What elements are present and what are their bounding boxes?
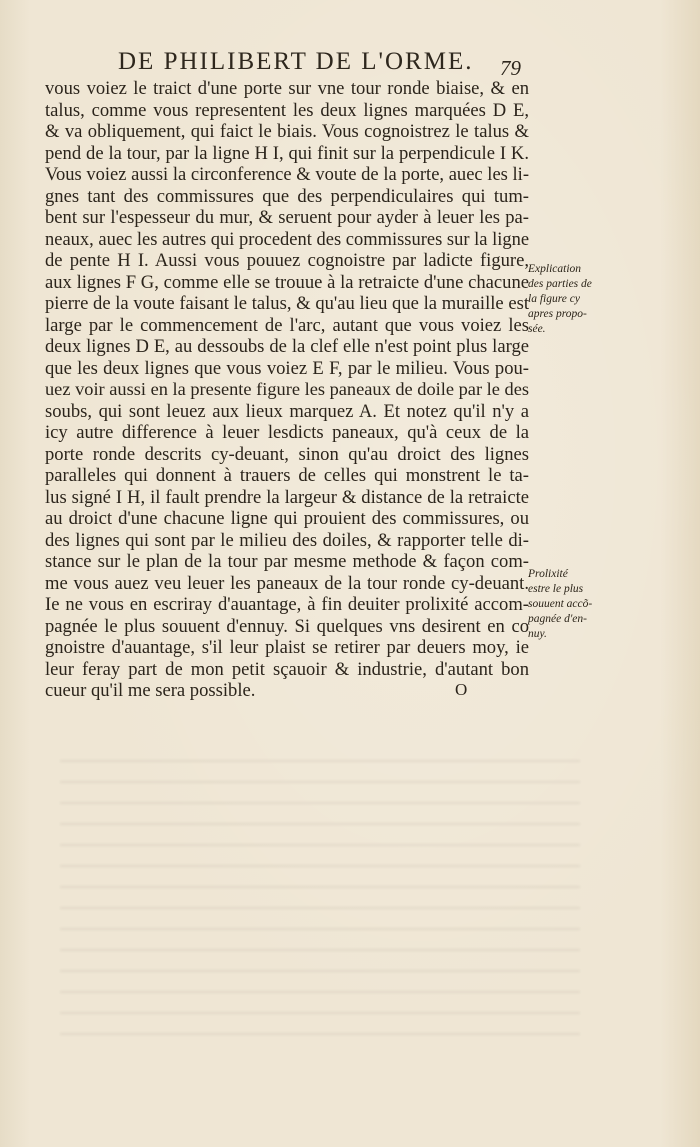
text-line: Ie ne vous en escriray d'auantage, à fin deuiter prolixité accom- (45, 594, 529, 615)
marginal-note-line: nuy. (528, 628, 547, 640)
marginal-note-prolixite (528, 567, 592, 642)
marginal-note-line: des parties de (528, 278, 592, 290)
signature-mark: O (455, 680, 468, 699)
text-line: porte ronde descrits cy-deuant, sinon qu'au droict des lignes (45, 443, 529, 465)
text-line: & va obliquement, qui faict le biais. Vous cognoistrez le talus & (45, 121, 529, 142)
marginal-note-line: pagnée d'en- (528, 613, 587, 625)
text-line: que les deux lignes que vous voiez E F, par le milieu. Vous pou- (45, 357, 529, 379)
marginal-note-line: estre le plus (528, 583, 584, 595)
text-line: soubs, qui sont leuez aux lieux marquez A. Et notez qu'il n'y a (45, 400, 529, 422)
text-line: lus signé I H, il fault prendre la largeur & distance de la retraicte (45, 486, 529, 508)
marginal-note-line: sée. (528, 323, 546, 335)
text-line: Vous voiez aussi la circonference & voute de la porte, auec les li- (45, 164, 529, 185)
text-line: pagnée le plus souuent d'ennuy. Si quelques vns desirent en co (45, 615, 529, 637)
marginal-note-line: Explication (528, 263, 582, 275)
text-line: leur feray part de mon petit sçauoir & industrie, d'autant bon (45, 658, 529, 680)
marginal-note-line: Prolixité (528, 568, 568, 580)
text-line: stance sur le plan de la tour par mesme methode & façon com- (45, 551, 529, 572)
text-line: pierre de la voute faisant le talus, & qu'au lieu que la muraille est (45, 293, 529, 314)
text-line: talus, comme vous representent les deux lignes marquées D E, (45, 99, 529, 121)
text-line: pend de la tour, par la ligne H I, qui finit sur la perpendicule I K. (45, 142, 529, 164)
text-line: de pente H I. Aussi vous pouuez cognoistre par ladicte figure, (45, 250, 529, 271)
text-line: icy autre difference à leuer lesdicts paneaux, qu'à ceux de la (45, 422, 529, 443)
text-line: large par le commencement de l'arc, autant que vous voiez les (45, 314, 529, 336)
page-number: 79 (500, 56, 521, 80)
text-line: deux lignes D E, au dessoubs de la clef elle n'est point plus large (45, 336, 529, 357)
text-line: aux lignes F G, comme elle se trouue à la retraicte d'une chacune (45, 271, 529, 293)
text-line: me vous auez veu leuer les paneaux de la tour ronde cy-deuant. (45, 572, 529, 594)
running-head: DE PHILIBERT DE L'ORME. (118, 48, 474, 75)
main-text-block (45, 78, 529, 702)
text-line: vous voiez le traict d'une porte sur vne tour ronde biaise, & en (45, 78, 529, 99)
marginal-note-line: souuent accõ- (528, 598, 593, 610)
text-line: cueur qu'il me sera possible. (45, 680, 256, 701)
text-line: gnes tant des commissures que des perpendiculaires qui tum- (45, 185, 529, 207)
text-line: gnoistre d'auantage, s'il leur plaist se retirer par deuers moy, ie (45, 637, 529, 658)
show-through-text (60, 760, 580, 1040)
text-line: paralleles qui donnent à trauers de celles qui monstrent le ta- (45, 465, 529, 486)
marginal-note-line: la figure cy (528, 293, 580, 305)
text-line: uez voir aussi en la presente figure les paneaux de doile par le des (45, 379, 529, 399)
marginal-note-line: apres propo- (528, 308, 587, 320)
text-line: neaux, auec les autres qui procedent des commissures sur la ligne (45, 228, 530, 249)
text-line: au droict d'une chacune ligne qui prouient des commissures, ou (45, 508, 529, 529)
text-line: bent sur l'espesseur du mur, & seruent pour ayder à leuer les pa- (45, 207, 529, 228)
marginal-note-explication (528, 262, 592, 337)
text-line: des lignes qui sont par le milieu des doiles, & rapporter telle di- (45, 529, 529, 551)
